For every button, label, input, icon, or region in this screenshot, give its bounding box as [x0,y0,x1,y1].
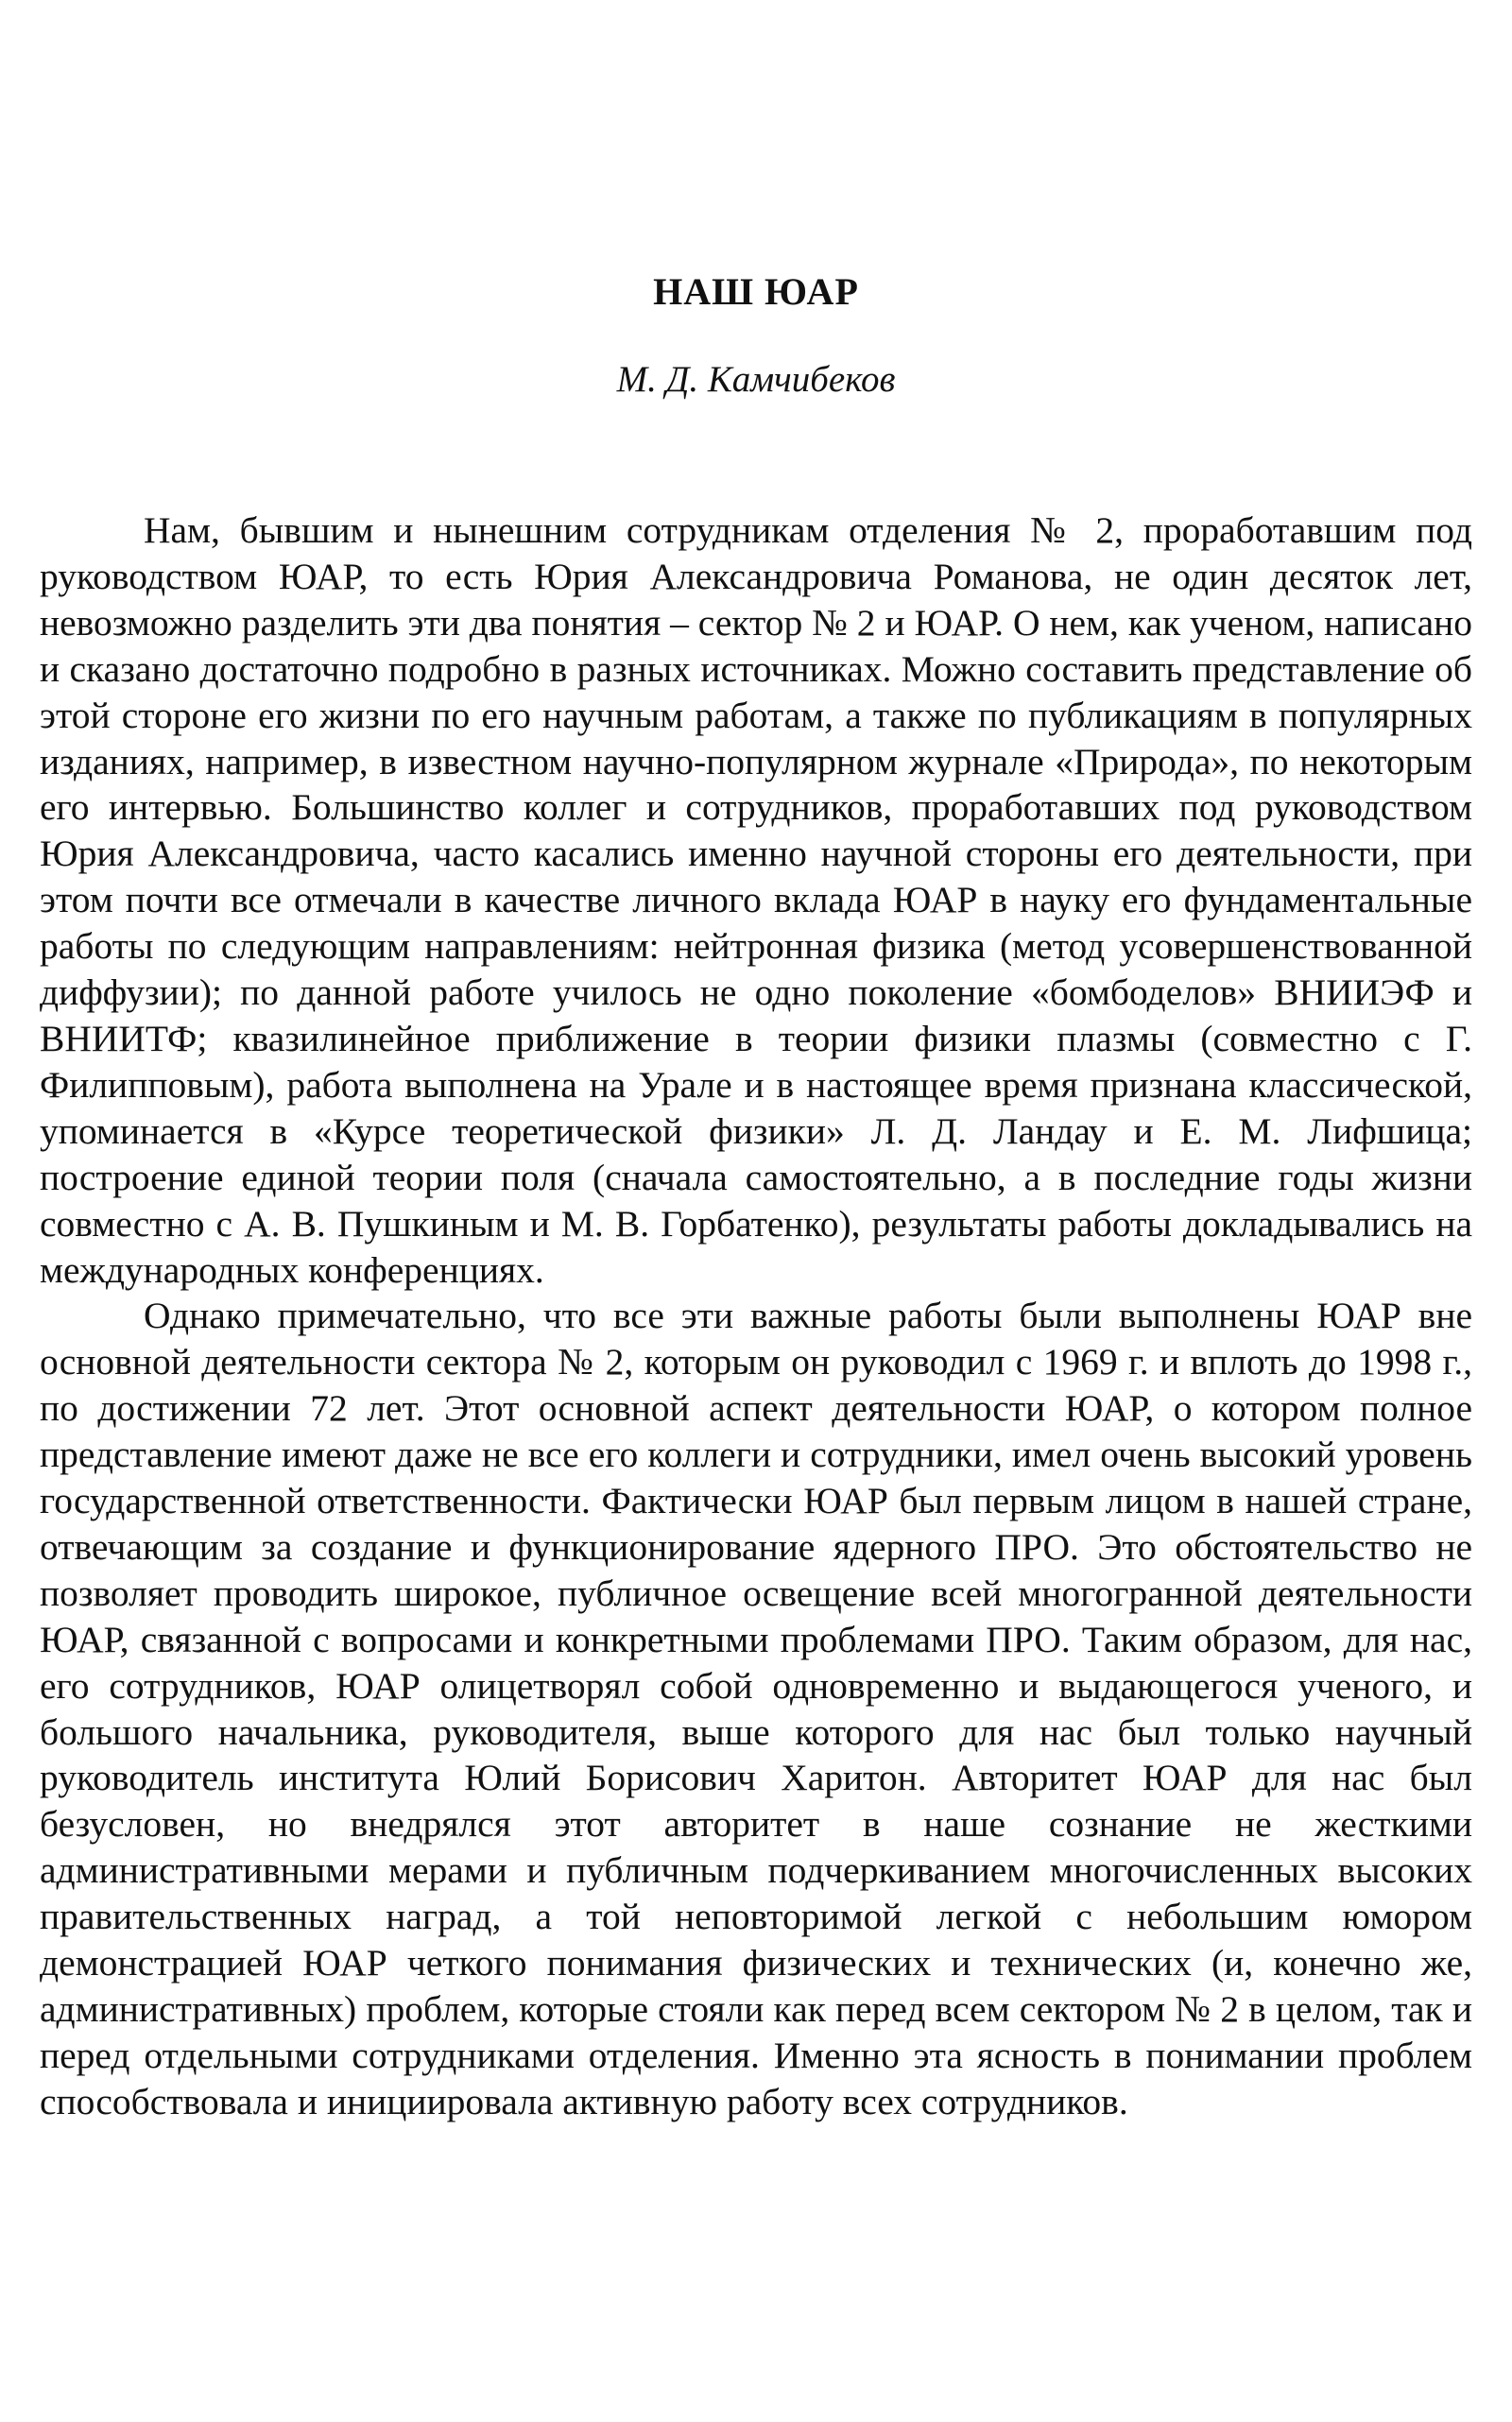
article-body [40,507,1472,2125]
paragraph: Однако примечательно, что все эти важные работы были выполнены ЮАР вне основной деятельности сектора № 2, которым он руководил с 1969 г. и вплоть до 1998 г., по достижении 72 лет. Этот основной аспект деятельности ЮАР, о котором полное представление имеют даже не все его коллеги и сотрудники, имел очень высокий уровень государственной ответственности. Фактически ЮАР был первым лицом в нашей стране, отвечающим за создание и функционирование ядерного ПРО. Это обстоятельство не позволяет проводить широкое, публичное освещение всей многогранной деятельности ЮАР, связанной с вопросами и конкретными проблемами ПРО. Таким образом, для нас, его сотрудников, ЮАР олицетворял собой одновременно и выдающегося ученого, и большого начальника, руководителя, выше которого для нас был только научный руководитель института Юлий Борисович Харитон. Авторитет ЮАР для нас был безусловен, но внедрялся этот авторитет в наше сознание не жесткими административными мерами и публичным подчеркиванием многочисленных высоких правительственных наград, а той неповторимой легкой с небольшим юмором демонстрацией ЮАР четкого понимания физических и технических (и, конечно же, административных) проблем, которые стояли как перед всем сектором № 2 в целом, так и перед отдельными сотрудниками отделения. Именно эта ясность в понимании проблем способствовала и инициировала активную работу всех сотрудников. [40,1295,1472,2122]
article-title: НАШ ЮАР [653,270,859,313]
paragraph: Нам, бывшим и нынешним сотрудникам отделения № 2, проработавшим под руководством ЮАР, то есть Юрия Александровича Романова, не один десяток лет, невозможно разделить эти два понятия – сектор № 2 и ЮАР. О нем, как ученом, написано и сказано достаточно подробно в разных источниках. Можно составить представление об этой стороне его жизни по его научным работам, а также по публикациям в популярных изданиях, например, в известном научно-популярном журнале «Природа», по некоторым его интервью. Большинство коллег и сотрудников, проработавших под руководством Юрия Александровича, часто касались именно научной стороны его деятельности, при этом почти все отмечали в качестве личного вклада ЮАР в науку его фундаментальные работы по следующим направлениям: нейтронная физика (метод усовершенствованной диффузии); по данной работе училось не одно поколение «бомбоделов» ВНИИЭФ и ВНИИТФ; квазилинейное приближение в теории физики плазмы (совместно с Г. Филипповым), работа выполнена на Урале и в настоящее время признана классической, упоминается в «Курсе теоретической физики» Л. Д. Ландау и Е. М. Лифшица; построение единой теории поля (сначала самостоятельно, а в последние годы жизни совместно с А. В. Пушкиным и М. В. Горбатенко), результаты работы докладывались на международных конференциях. [40,509,1472,1291]
article-author: М. Д. Камчибеков [616,359,896,400]
